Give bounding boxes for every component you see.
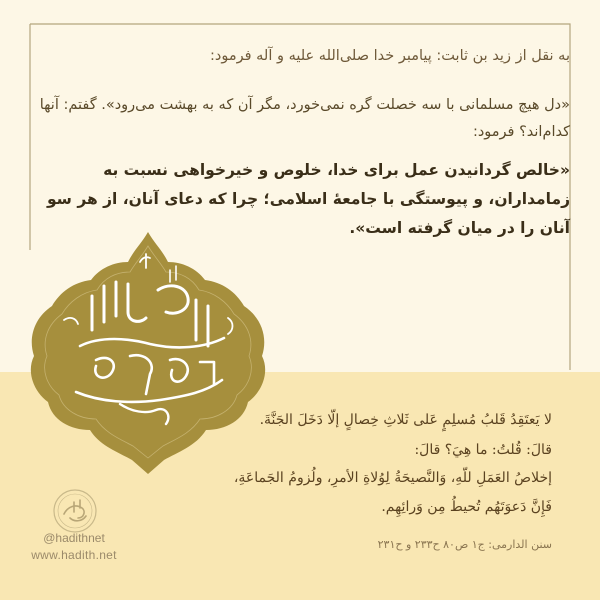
social-handle[interactable]: @hadithnet [43,531,105,545]
hadith-persian-paragraph: «دل هیچ مسلمانی با سه خصلت گره نمی‌خورد، مگر آن که به بهشت می‌رود». گفتم: آنها کدام‌اند؟ فرمود: [39,97,570,140]
hadith-arabic-line-4: فَإِنَّ دَعوَتَهُم تُحيطُ مِن وَرائِهِم. [381,499,552,515]
intro-text: به نقل از زید بن ثابت: پیامبر خدا صلی‌الله علیه و آله فرمود: [210,48,570,64]
hadith-arabic-line-3: إخلاصُ العَمَلِ للّهِ، وَالنَّصيحَةُ لِوُلاةِ الأمرِ، ولُزومُ الجَماعَةِ، [233,470,552,486]
hadith-arabic-line-2: قالَ: قُلتُ: ما هِيَ؟ قالَ: [414,442,552,458]
hadith-logo-icon [52,488,98,534]
website-link[interactable]: www.hadith.net [31,548,117,562]
hadith-persian-quote: «خالص گردانیدن عمل برای خدا، خلوص و خیرخواهی نسبت به زمامداران، و پیوستگی با جامعهٔ اسلامی؛ چرا که دعای آنان، از هر سو آنان را در میان گرفته است». [46,161,570,237]
hadith-source: سنن الدارمی: ج۱ ص۸۰ ح۲۳۳ و ح۲۳۱ [377,538,552,551]
hadith-arabic-line-1: لا يَعتَقِدُ قَلبُ مُسلِمٍ عَلى ثَلاثِ خِصالٍ إلّا دَخَلَ الجَنَّةَ. [259,412,552,428]
